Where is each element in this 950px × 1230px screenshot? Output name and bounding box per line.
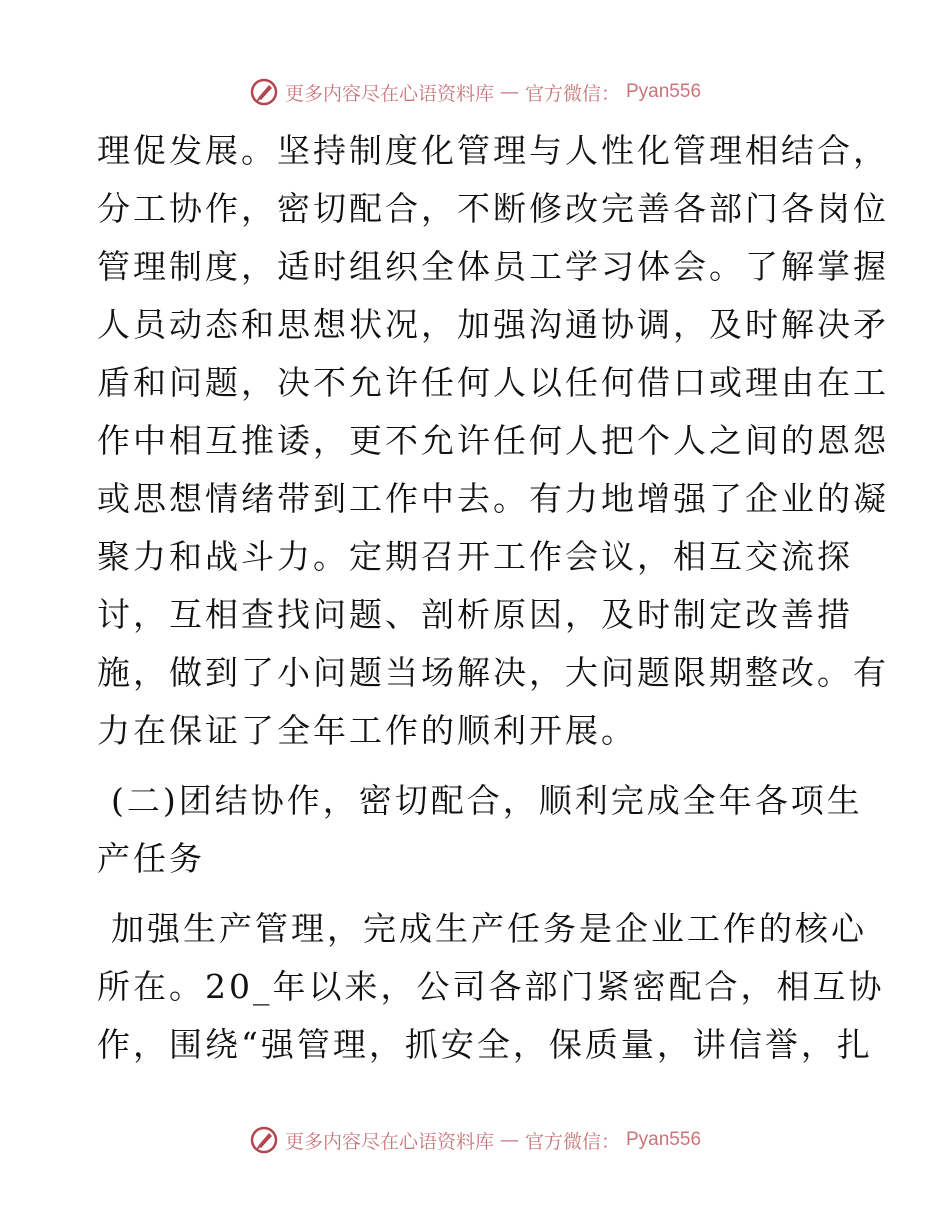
text-line: 人员动态和思想状况，加强沟通协调，及时解决矛 bbox=[97, 305, 889, 344]
watermark-dash: — bbox=[499, 1129, 519, 1151]
heading-line: 产任务 bbox=[97, 839, 205, 878]
paragraph-2 bbox=[97, 900, 885, 1074]
text-line: 作，围绕“强管理，抓安全，保质量，讲信誉，扎 bbox=[97, 1025, 873, 1064]
document-body bbox=[97, 122, 889, 1074]
footer-watermark bbox=[0, 1120, 950, 1160]
header-watermark bbox=[0, 72, 950, 112]
text-line: 理促发展。坚持制度化管理与人性化管理相结合， bbox=[97, 131, 889, 170]
pen-logo-icon bbox=[249, 77, 279, 107]
watermark-dash: — bbox=[499, 81, 519, 103]
text-line: 作中相互推诿，更不允许任何人把个人之间的恩怨 bbox=[97, 421, 889, 460]
paragraph-1 bbox=[97, 122, 889, 760]
text-line: 管理制度，适时组织全体员工学习体会。了解掌握 bbox=[97, 247, 889, 286]
text-line: 施，做到了小问题当场解决，大问题限期整改。有 bbox=[97, 653, 889, 692]
text-line: 分工协作，密切配合，不断修改完善各部门各岗位 bbox=[97, 189, 889, 228]
watermark-wechat-label: 官方微信： bbox=[524, 1130, 620, 1153]
section-heading-2 bbox=[97, 772, 863, 888]
text-line: 所在。20_年以来，公司各部门紧密配合，相互协 bbox=[97, 967, 885, 1006]
heading-line: (二)团结协作，密切配合，顺利完成全年各项生 bbox=[111, 781, 863, 820]
watermark-wechat-label: 官方微信： bbox=[524, 82, 620, 105]
watermark-handle: Pyan556 bbox=[626, 1129, 702, 1150]
text-line: 聚力和战斗力。定期召开工作会议，相互交流探 bbox=[97, 537, 853, 576]
text-line: 加强生产管理，完成生产任务是企业工作的核心 bbox=[111, 909, 867, 948]
watermark-text: 更多内容尽在心语资料库 bbox=[284, 1130, 494, 1153]
text-line: 盾和问题，决不允许任何人以任何借口或理由在工 bbox=[97, 363, 889, 402]
text-line: 力在保证了全年工作的顺利开展。 bbox=[97, 711, 637, 750]
text-line: 讨，互相查找问题、剖析原因，及时制定改善措 bbox=[97, 595, 853, 634]
watermark-handle: Pyan556 bbox=[626, 81, 702, 102]
watermark-text: 更多内容尽在心语资料库 bbox=[284, 82, 494, 105]
text-line: 或思想情绪带到工作中去。有力地增强了企业的凝 bbox=[97, 479, 889, 518]
pen-logo-icon bbox=[249, 1125, 279, 1155]
